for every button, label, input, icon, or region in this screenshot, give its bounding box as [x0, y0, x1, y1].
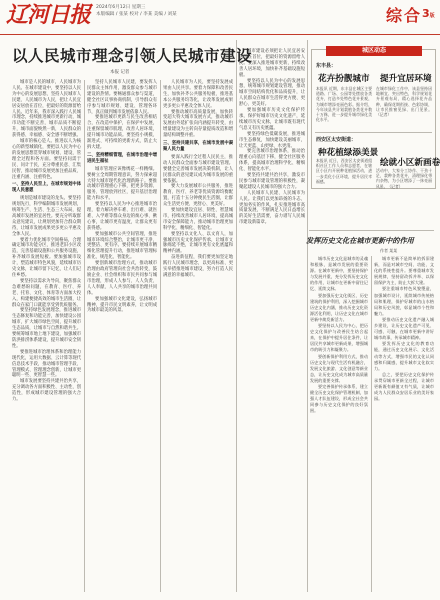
box-tab-label: 城区动态: [326, 46, 422, 56]
feature-paragraph: 要创新保护利用方式，推动历史文化与现代生活有机融合，发展文化旅游、文化创意等新业态，让历史文化成为城市高质量发展的重要支撑。: [310, 353, 368, 383]
article-paragraph: 要坚持以文化人、以文育人，加强城市历史文化保护传承，让城市文脉绵延不绝，让城市更有文化底蕴和精神内涵。: [163, 231, 233, 255]
page-number-value: 3: [422, 7, 430, 20]
feature-column-2: [374, 256, 434, 592]
issue-date: 2024年6月12日 星期三: [96, 5, 146, 10]
feature-paragraph: 要完善保护传承体系，建立健全历史文化保护管理机制，加强人才队伍建设，形成全社会共同参与历史文化保护的良好氛围。: [310, 383, 368, 414]
article-paragraph: 要坚持绿色低碳发展，推进城市生态修复，加快建设美丽城市，让天更蓝、山更绿、水更清。: [239, 131, 305, 149]
article-paragraph: 要坚持以需求为导向，聚焦群众急难愁盼问题，在教育、医疗、养老、托育、文化、体育等方面加大投入，构建便捷高效的城市生活圈，让群众在家门口就能享受到优质服务。: [12, 278, 81, 308]
article-paragraph: 城市管理应该像绣花一样精细。要树立全周期管理意识，努力探索超大特大城市现代化治理新路子。要推动城市管理重心下移，把更多资源、服务、管理放到社区，提升基层治理能力和水平。: [87, 166, 157, 202]
box-title-3: 种花植绿添美景: [318, 148, 379, 158]
article-paragraph: 人民城市人民建、人民城市为人民。让我们以更加昂扬的斗志、更加务实的作风，扎实推进城市高质量发展，不断满足人民日益增长的美好生活需要，奋力谱写人民城市建设新篇章。: [239, 190, 305, 226]
article-paragraph: 要坚持绿色发展理念，推进城市生态修复和功能完善，加快建设公园城市，扩大城市绿色空间，提升城市生态品质，让城市与自然和谐共生。要统筹城市地上地下建设，加强城市防洪排涝体系建设，提升城市安全韧性。: [12, 308, 81, 349]
box-kicker-2: 西安区太安街道：: [316, 137, 357, 143]
article-paragraph: 坚持人民城市人民建，要发挥人民群众主体作用，激发群众参与城市建设的热情。要畅通群众参与渠道，健全社区议事协商机制，引导群众有序参与城市规划、建设、管理各环节，真正做到城市发展依靠人民。: [87, 80, 157, 115]
article-paragraph: 要完善城市治理体系，推动治理重心向基层下移，健全社区服务体系，提高城市治理科学化、精细化、智能化水平。: [239, 149, 305, 173]
article-paragraph: 规划是城市建设的龙头。要坚持规划先行，科学编制城市发展规划，统筹生产、生活、生态三大布局，提高城市发展的宜居性。要充分听取群众意见建议，让规划更加符合群众期待，让城市发展成果更多更公平惠及全体人民。: [12, 196, 81, 237]
box-divider: [315, 132, 432, 133]
city-news-box: [311, 47, 440, 189]
feature-byline: 作者 某某: [380, 248, 398, 253]
article-column-1: [12, 80, 81, 592]
main-byline: 本报 记者: [110, 70, 130, 75]
feature-paragraph: 要发挥历史文化的教育功能，通过历史文化展示、文化活动等方式，增强市民的文化认同感和归属感，提升城市文化软实力。: [374, 341, 434, 371]
box-title-2: 提升宜居环境: [380, 74, 432, 84]
article-paragraph: 奋进新征程，我们要更加坚定地践行人民城市理念，以更高标准、更实举措推进城市建设，努力打造人民满意的幸福城市。: [163, 255, 233, 278]
article-paragraph: 城市的核心是人。推进以人为核心的新型城镇化，要把以人民为中心的发展思想贯穿城市规划、建设、管理全过程和各方面。要坚持问需于民、问计于民，充分尊重民意、汇集民智，推动城市发展更加注重品质、注重内涵、注重特色。: [12, 139, 81, 180]
feature-paragraph: 城市更新不是简单的拆旧建新，而是对城市空间、功能、文化的系统性提升。要尊重城市发展规律，坚持留改拆并举、以保留保护为主，防止大拆大建。: [374, 256, 434, 286]
main-headline: 以人民城市理念引领人民城市建设: [12, 47, 253, 65]
column-divider: [160, 80, 161, 592]
article-column-3: [163, 80, 233, 592]
section-name: 综合: [386, 6, 423, 25]
article-subheading: 二、坚持精细管理，在城市治理中增进民生福祉: [87, 152, 157, 164]
article-paragraph: 人民城市为人民，要坚持发展成果由人民共享。要着力保障和改善民生，加快补齐公共服务短板，推进基本公共服务均等化，让改革发展成果更多更公平惠及全体人民。: [163, 80, 233, 109]
article-paragraph: 要坚持共建共治共享，激发市民参与城市建设管理的积极性，凝聚起建设人民城市的强大合力。: [239, 173, 305, 190]
article-paragraph: 要加快建设宜居、韧性、智慧城市，持续改善城市人居环境，提高城市安全保障能力，推动城市治理更加科学化、精细化、智能化。: [163, 208, 233, 231]
feature-top-rule: [309, 230, 434, 231]
article-paragraph: 要加强城市文化建设，弘扬城市精神，提升市民文明素养，让文明成为城市最美的风景。: [87, 296, 157, 314]
article-paragraph: 要推动城市高质量发展，加快转变超大特大城市发展方式，推动城市发展由外延扩张向内涵提升转变，由增量建设为主转向存量提质改造和增量结构调整并重。: [163, 109, 233, 139]
feature-headline: 发挥历史文化在城市更新中的作用: [306, 236, 414, 245]
article-column-2: [87, 80, 157, 592]
feature-paragraph: 总之，要把历史文化保护传承贯穿城市更新全过程，让城市更新既有颜值又有气质，让城市成为人民群众安居乐业的美好家园。: [374, 371, 434, 402]
article-paragraph: 要推进城市更新与民生改善相结合，在改造中保护，在保护中发展，注重保留城市肌理，改善人居环境，提升城市功能品质。要坚持小规模、渐进式、可持续的更新方式，防止大拆大建。: [87, 115, 157, 150]
box-text-2: 在城市绿化工作中，该县坚持因地制宜、突出特色，科学规划花卉景观布局，精心选择花卉品种，确保花期衔接、色彩协调，让市民推窗见绿、出门见景。（记者）: [376, 86, 432, 118]
article-paragraph: 要大力发展城市公共服务，推进教育、医疗、养老等优质资源均衡配置，打造十五分钟便民生活圈，让群众生活更方便、更舒心、更美好。: [163, 184, 233, 208]
article-paragraph: 要深入践行全过程人民民主，推动人民群众全面参与城市建设管理。要健全完善城市发展决策机制，让人民群众的意见建议成为城市发展的重要依据。: [163, 154, 233, 184]
masthead: [0, 0, 440, 35]
article-subheading: 一、坚持人民至上，在城市规划中体现人民意愿: [12, 182, 81, 194]
box-text-3: 本报讯 近日，西安区太安街道组织社区工作人员和志愿者，在辖区小区内开展种花植绿活动，进一步美化小区环境，提升居民幸福感。: [316, 158, 372, 184]
article-paragraph: 城市是人民的城市，人民城市为人民。在城市建设中，要坚持以人民为中心的发展思想，坚持人民城市人民建、人民城市为人民，把让人民宜居安居放在首位，把最好的资源留给人民。近年来，我市深入践行人民城市理念，持续推进城市更新行动，城市功能不断完善，城市品质不断提升，城市面貌焕然一新，人民群众的获得感、幸福感、安全感不断增强。: [12, 80, 81, 139]
feature-paragraph: 要推动历史文化遗产融入城乡建设，让历史文化遗产可见、可感、可触，在城市更新中讲好城市故事，传承城市精神。: [374, 316, 434, 341]
column-divider: [307, 40, 308, 592]
article-paragraph: 城市建设必须把让人民宜居安居放在首位，把最好的资源留给人民。要深入推进城市更新，持续改善人居环境，加快补齐基础设施短板。: [239, 49, 305, 78]
box-kicker-1: 东丰县：: [316, 63, 337, 69]
column-divider: [236, 40, 237, 592]
article-column-4: [239, 49, 305, 592]
feature-paragraph: 要注重城市特色风貌塑造，加强城市设计，延续城市传统格局和肌理，保护好城市的山水格局和历史风貌，彰显城市个性和魅力。: [374, 286, 434, 316]
box-text-1: 本报讯 近期，东丰县在城区主要道路、广场、公园等处摆放各类花卉，打造多处特色花卉景观，为城市增添亮丽色彩。据介绍，今年该县共计划栽植各类花卉数十万株，进一步提升城市绿化美化水平。: [316, 86, 372, 123]
article-paragraph: 要加强城市历史文化保护传承，保护好城市历史文化遗产，延续城市历史文脉，让城市既有现代气息又有历史底蕴。: [239, 108, 305, 131]
editor-credits: 本版编辑 / 张某 校对 / 李某 美编 / 刘某: [96, 11, 177, 17]
issue-meta: [96, 5, 246, 18]
column-divider: [371, 256, 372, 592]
feature-paragraph: 要坚持以人民为中心，把历史文化保护与改善民生结合起来，在保护中提升居住条件，让居民共享城市更新成果，增强城市的吸引力和凝聚力。: [310, 323, 368, 353]
article-subheading: 三、坚持共建共享，在城市发展中凝聚人民力量: [163, 141, 233, 152]
newspaper-logo: 辽河日报: [6, 2, 91, 28]
box-title-4: 绘就小区新画卷: [380, 158, 440, 168]
article-paragraph: 要坚持以人民为中心的发展思想，统筹城市规划建设管理，推动城市空间结构优化和品质提升，让人民群众在城市生活得更方便、更舒心、更美好。: [239, 78, 305, 108]
page-number: [422, 7, 435, 20]
column-divider: [84, 80, 85, 592]
box-text-4: 活动中，大家分工协作、干劲十足，栽种各类花卉，清理绿化带内杂物，为小区增添了一抹亮丽风景。（记者）: [376, 168, 432, 189]
article-paragraph: 要推进城市治理体系和治理能力现代化，运用大数据、云计算等现代信息技术手段，推动城市管理手段、管理模式、管理理念创新，让城市更聪明一些、更智慧一些。: [12, 349, 81, 379]
box-title-1: 花卉扮靓城市: [318, 74, 370, 84]
page-number-suffix: 版: [429, 13, 435, 19]
feature-paragraph: 要加强历史文化街区、历史建筑的保护利用，深入挖掘城市历史文化内涵，推动历史文化资源活化利用，让历史文化在城市更新中焕发新活力。: [310, 292, 368, 322]
article-paragraph: 城市发展要坚持共建共治共享，充分调动各方面积极性、主动性、创造性，形成城市建设管理的强大合力。: [12, 379, 81, 403]
article-paragraph: 要加强城市公共空间管理，推进城市环境综合整治，让城市更干净、更整洁、更有序。要持续开展城市精细化管理提升行动，推进城市管理标准化、规范化、智能化。: [87, 231, 157, 261]
article-paragraph: 要着力优化城市空间格局，合理确定城市功能分区，推进老旧小区改造，完善基础设施和公共服务设施，补齐城市发展短板。要加强城市设计，塑造城市特色风貌，延续城市历史文脉，让城市留下记忆，让人们记住乡愁。: [12, 237, 81, 278]
feature-column-1: [310, 256, 368, 592]
feature-paragraph: 城市历史文化是城市的灵魂和根脉，是城市发展的重要资源。在城市更新中，要坚持保护与发展并重，充分发挥历史文化的作用，让城市在更新中留住记忆、延续文脉。: [310, 256, 368, 292]
article-paragraph: 要坚持以人民为中心推进城市治理，着力解决停车难、出行难、就医难、入学难等群众身边的烦心事、揪心事，让城市更有温度，让群众更有获得感。: [87, 202, 157, 231]
article-paragraph: 要创新城市治理方式，推动城市治理由政府管理向社会共治转变，鼓励企业、社会组织和市民共同参与城市治理，形成人人参与、人人负责、人人奉献、人人共享的城市治理共同体。: [87, 261, 157, 296]
